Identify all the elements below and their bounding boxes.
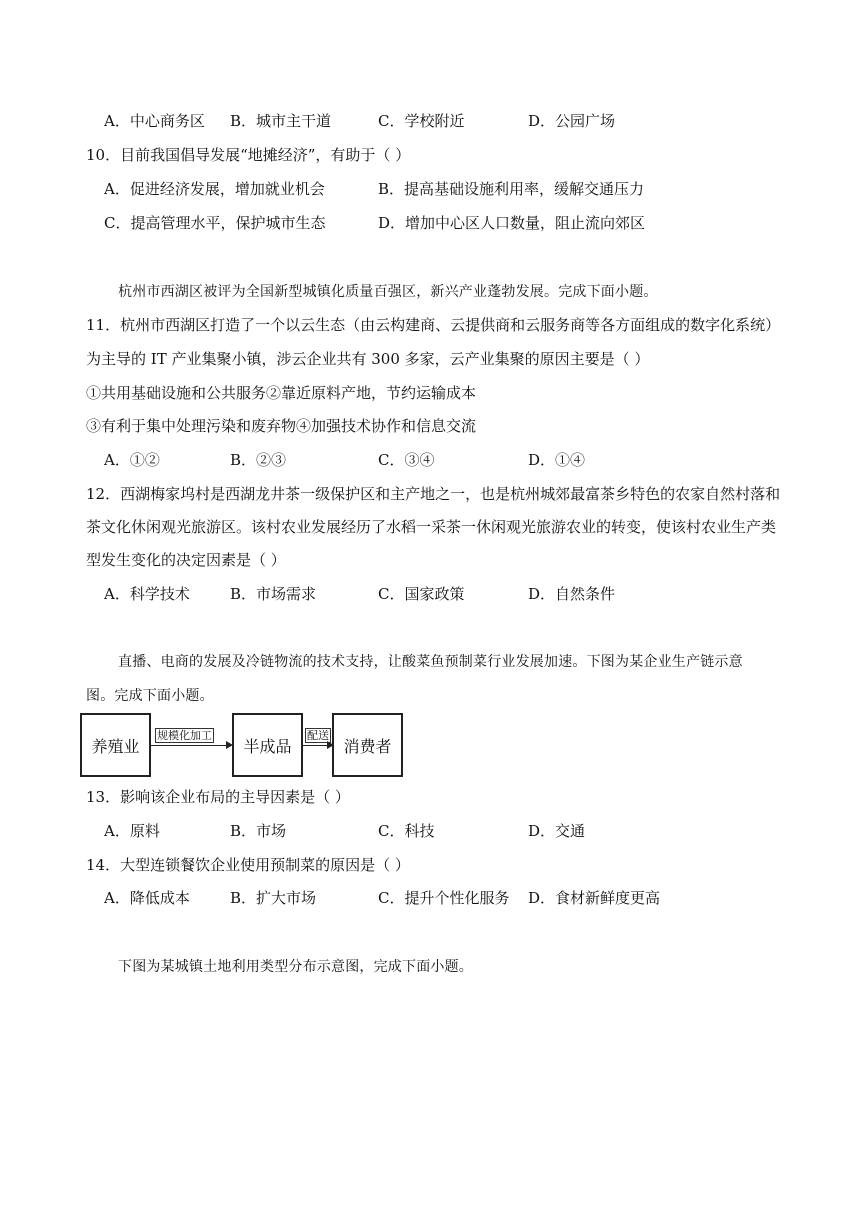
q13-option-d: D．交通 <box>528 822 586 840</box>
q14-option-b: B．扩大市场 <box>230 889 317 907</box>
q12-stem-line3: 型发生变化的决定因素是（ ） <box>86 551 286 569</box>
q12-option-c: C．国家政策 <box>378 585 465 603</box>
q14-option-c: C．提升个性化服务 <box>378 889 510 907</box>
diagram-arrow-2 <box>303 745 332 746</box>
q12-stem-line1: 12．西湖梅家坞村是西湖龙井茶一级保护区和主产地之一，也是杭州城郊最富茶乡特色的农家自然村落和 <box>86 485 781 503</box>
q12-stem-line2: 茶文化休闲观光旅游区。该村农业发展经历了水稻一采茶一休闲观光旅游农业的转变，使该村农业生产类 <box>86 518 777 536</box>
diagram-arrow-label-processing: 规模化加工 <box>157 729 212 742</box>
diagram-arrow-label-delivery: 配送 <box>307 729 329 742</box>
q10-stem: 10．目前我国倡导发展“地摊经济”，有助于（ ） <box>86 146 411 164</box>
q9-option-b: B．城市主干道 <box>230 112 332 130</box>
intro-xihu: 杭州市西湖区被评为全国新型城镇化质量百强区，新兴产业蓬勃发展。完成下面小题。 <box>118 284 658 300</box>
q12-option-a: A．科学技术 <box>104 585 190 603</box>
intro-suancaiyu-line1: 直播、电商的发展及冷链物流的技术支持，让酸菜鱼预制菜行业发展加速。下图为某企业生产链示意 <box>118 654 743 670</box>
q12-option-b: B．市场需求 <box>230 585 317 603</box>
q10-option-d: D．增加中心区人口数量，阻止流向郊区 <box>378 214 646 232</box>
q9-option-d: D．公园广场 <box>528 112 616 130</box>
q13-stem: 13．影响该企业布局的主导因素是（ ） <box>86 788 350 806</box>
q10-option-c: C．提高管理水平，保护城市生态 <box>104 214 326 232</box>
q14-option-d: D．食材新鲜度更高 <box>528 889 661 907</box>
q13-option-b: B．市场 <box>230 822 287 840</box>
q9-option-a: A．中心商务区 <box>104 112 205 130</box>
q12-option-d: D．自然条件 <box>528 585 616 603</box>
q11-option-c: C．③④ <box>378 451 435 469</box>
diagram-box-consumer: 消费者 <box>332 713 403 777</box>
q11-option-d: D．①④ <box>528 451 586 469</box>
q14-stem: 14．大型连锁餐饮企业使用预制菜的原因是（ ） <box>86 856 410 874</box>
intro-suancaiyu-line2: 图。完成下面小题。 <box>86 688 214 704</box>
q10-option-b: B．提高基础设施利用率，缓解交通压力 <box>378 180 645 198</box>
q14-option-a: A．降低成本 <box>104 889 190 907</box>
q11-stem-line1: 11．杭州市西湖区打造了一个以云生态（由云构建商、云提供商和云服务商等各方面组成的数字化系统） <box>86 316 781 334</box>
q13-option-c: C．科技 <box>378 822 435 840</box>
q11-option-b: B．②③ <box>230 451 287 469</box>
intro-land-use: 下图为某城镇土地利用类型分布示意图，完成下面小题。 <box>118 959 473 975</box>
diagram-arrow-1 <box>151 745 231 746</box>
q9-option-c: C．学校附近 <box>378 112 465 130</box>
diagram-box-semifinished: 半成品 <box>232 713 303 777</box>
diagram-box-breeding: 养殖业 <box>80 713 151 777</box>
q11-items-line2: ③有利于集中处理污染和废弃物④加强技术协作和信息交流 <box>86 417 477 435</box>
q11-option-a: A．①② <box>104 451 160 469</box>
q13-option-a: A．原料 <box>104 822 160 840</box>
q11-stem-line2: 为主导的 IT 产业集聚小镇，涉云企业共有 300 多家，云产业集聚的原因主要是（ ） <box>86 350 650 368</box>
q11-items-line1: ①共用基础设施和公共服务②靠近原料产地，节约运输成本 <box>86 384 477 402</box>
q10-option-a: A．促进经济发展，增加就业机会 <box>104 180 325 198</box>
